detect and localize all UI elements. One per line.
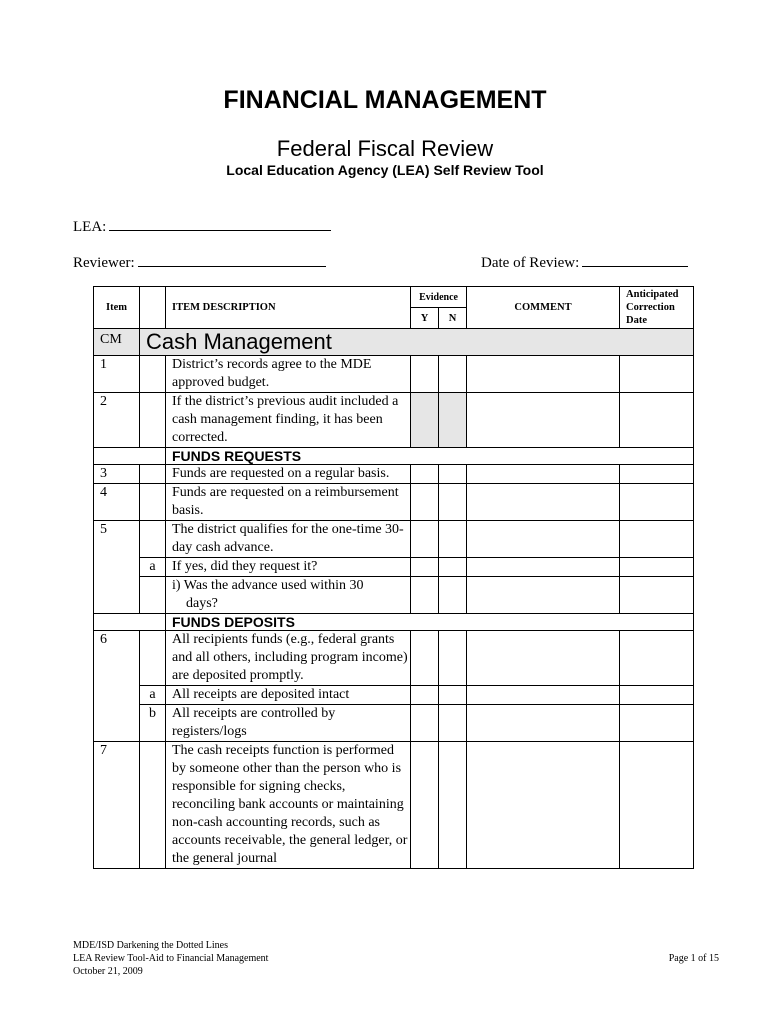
reviewer-blank-line[interactable]: [138, 252, 326, 267]
item-number: 1: [94, 356, 140, 393]
correction-date-cell[interactable]: [620, 742, 694, 869]
table-row: [94, 577, 694, 614]
header-evidence: Evidence: [411, 287, 467, 308]
sub-cell: [140, 742, 166, 869]
evidence-n-cell[interactable]: [439, 686, 467, 705]
sub-cell: [140, 521, 166, 558]
subsection-blank: [94, 448, 166, 465]
item-description-text: i) Was the advance used within 30 days?: [172, 578, 364, 611]
subsection-row-funds-requests: [94, 448, 694, 465]
comment-cell[interactable]: [467, 484, 620, 521]
section-title: Cash Management: [140, 329, 694, 356]
evidence-y-cell[interactable]: [411, 465, 439, 484]
comment-cell[interactable]: [467, 393, 620, 448]
correction-date-cell[interactable]: [620, 484, 694, 521]
correction-date-cell[interactable]: [620, 393, 694, 448]
sub-cell: [140, 577, 166, 614]
section-code: CM: [94, 329, 140, 356]
table-row: [94, 631, 694, 686]
table-row: [94, 356, 694, 393]
item-description: [166, 577, 411, 614]
comment-cell[interactable]: [467, 465, 620, 484]
item-description: All receipts are deposited intact: [166, 686, 411, 705]
evidence-n-cell[interactable]: [439, 631, 467, 686]
date-of-review-blank-line[interactable]: [582, 252, 688, 267]
table-row: [94, 484, 694, 521]
correction-date-cell[interactable]: [620, 705, 694, 742]
table-row: [94, 465, 694, 484]
document-title: FINANCIAL MANAGEMENT: [223, 86, 547, 114]
comment-cell[interactable]: [467, 631, 620, 686]
evidence-n-cell[interactable]: [439, 577, 467, 614]
sub-cell: [140, 631, 166, 686]
comment-cell[interactable]: [467, 577, 620, 614]
review-table: [93, 286, 694, 869]
section-row-cash-management: [94, 329, 694, 356]
sub-letter: a: [140, 558, 166, 577]
item-description: The cash receipts function is performed by someone other than the person who is responsible for signing checks, reconciling bank accounts or maintaining non-cash accounting records, such as accounts receivable, the general ledger, or the general journal: [166, 742, 411, 869]
sub-cell: [140, 356, 166, 393]
comment-cell[interactable]: [467, 521, 620, 558]
item-number: 2: [94, 393, 140, 448]
evidence-y-cell[interactable]: [411, 521, 439, 558]
item-description: All recipients funds (e.g., federal grants and all others, including program income) are deposited promptly.: [166, 631, 411, 686]
item-description: All receipts are controlled by registers/logs: [166, 705, 411, 742]
comment-cell[interactable]: [467, 356, 620, 393]
item-number: 7: [94, 742, 140, 869]
subsection-blank: [94, 614, 166, 631]
evidence-y-cell[interactable]: [411, 484, 439, 521]
comment-cell[interactable]: [467, 686, 620, 705]
header-anticipated-correction-date: Anticipated Correction Date: [620, 287, 694, 329]
header-item: Item: [94, 287, 140, 329]
correction-date-cell[interactable]: [620, 631, 694, 686]
date-of-review-field: [481, 252, 688, 272]
subsection-row-funds-deposits: [94, 614, 694, 631]
correction-date-cell[interactable]: [620, 686, 694, 705]
document-subtitle: Federal Fiscal Review: [276, 136, 494, 161]
subsection-title: FUNDS REQUESTS: [166, 448, 694, 465]
evidence-n-cell[interactable]: [439, 356, 467, 393]
header-sub-blank: [140, 287, 166, 329]
evidence-y-cell[interactable]: [411, 631, 439, 686]
table-row: [94, 705, 694, 742]
lea-blank-line[interactable]: [109, 216, 331, 231]
comment-cell[interactable]: [467, 742, 620, 869]
header-evidence-y: Y: [411, 308, 439, 329]
table-row: [94, 521, 694, 558]
footer-line-3: October 21, 2009: [73, 966, 143, 977]
sub-cell: [140, 465, 166, 484]
item-description: Funds are requested on a regular basis.: [166, 465, 411, 484]
evidence-n-cell[interactable]: [439, 465, 467, 484]
correction-date-cell[interactable]: [620, 356, 694, 393]
evidence-y-cell[interactable]: [411, 686, 439, 705]
item-number: 3: [94, 465, 140, 484]
evidence-n-cell[interactable]: [439, 558, 467, 577]
sub-letter: b: [140, 705, 166, 742]
item-description: If the district’s previous audit included a cash management finding, it has been corrected.: [166, 393, 411, 448]
header-row: [94, 287, 694, 308]
item-description: The district qualifies for the one-time 30-day cash advance.: [166, 521, 411, 558]
reviewer-field: [73, 252, 326, 272]
subsection-title: FUNDS DEPOSITS: [166, 614, 694, 631]
header-comment: COMMENT: [467, 287, 620, 329]
evidence-y-cell[interactable]: [411, 558, 439, 577]
evidence-y-cell[interactable]: [411, 705, 439, 742]
sub-cell: [140, 393, 166, 448]
evidence-n-cell[interactable]: [439, 742, 467, 869]
correction-date-cell[interactable]: [620, 521, 694, 558]
sub-letter: a: [140, 686, 166, 705]
evidence-n-cell[interactable]: [439, 521, 467, 558]
correction-date-cell[interactable]: [620, 577, 694, 614]
evidence-y-cell[interactable]: [411, 577, 439, 614]
correction-date-cell[interactable]: [620, 558, 694, 577]
footer-line-1: MDE/ISD Darkening the Dotted Lines: [73, 940, 228, 951]
header-evidence-n: N: [439, 308, 467, 329]
header-item-description: ITEM DESCRIPTION: [166, 287, 411, 329]
evidence-n-cell[interactable]: [439, 393, 467, 448]
reviewer-label: Reviewer:: [73, 255, 135, 271]
evidence-n-cell[interactable]: [439, 484, 467, 521]
sub-cell: [140, 484, 166, 521]
comment-cell[interactable]: [467, 705, 620, 742]
table-row: [94, 558, 694, 577]
lea-field: [73, 216, 331, 236]
item-description: Funds are requested on a reimbursement basis.: [166, 484, 411, 521]
item-number: 4: [94, 484, 140, 521]
footer-left: [73, 939, 268, 978]
table-row: [94, 393, 694, 448]
item-number: 5: [94, 521, 140, 614]
footer-line-2: LEA Review Tool-Aid to Financial Management: [73, 953, 269, 964]
date-of-review-label: Date of Review:: [481, 255, 580, 271]
lea-label: LEA:: [73, 219, 107, 235]
evidence-y-cell[interactable]: [411, 393, 439, 448]
correction-date-cell[interactable]: [620, 465, 694, 484]
item-description: If yes, did they request it?: [166, 558, 411, 577]
table-row: [94, 742, 694, 869]
item-number: 6: [94, 631, 140, 742]
item-description: District’s records agree to the MDE approved budget.: [166, 356, 411, 393]
comment-cell[interactable]: [467, 558, 620, 577]
document-subtitle-tool: Local Education Agency (LEA) Self Review Tool: [226, 162, 544, 178]
page-number: Page 1 of 15: [668, 953, 719, 964]
evidence-y-cell[interactable]: [411, 356, 439, 393]
evidence-y-cell[interactable]: [411, 742, 439, 869]
evidence-n-cell[interactable]: [439, 705, 467, 742]
table-row: [94, 686, 694, 705]
